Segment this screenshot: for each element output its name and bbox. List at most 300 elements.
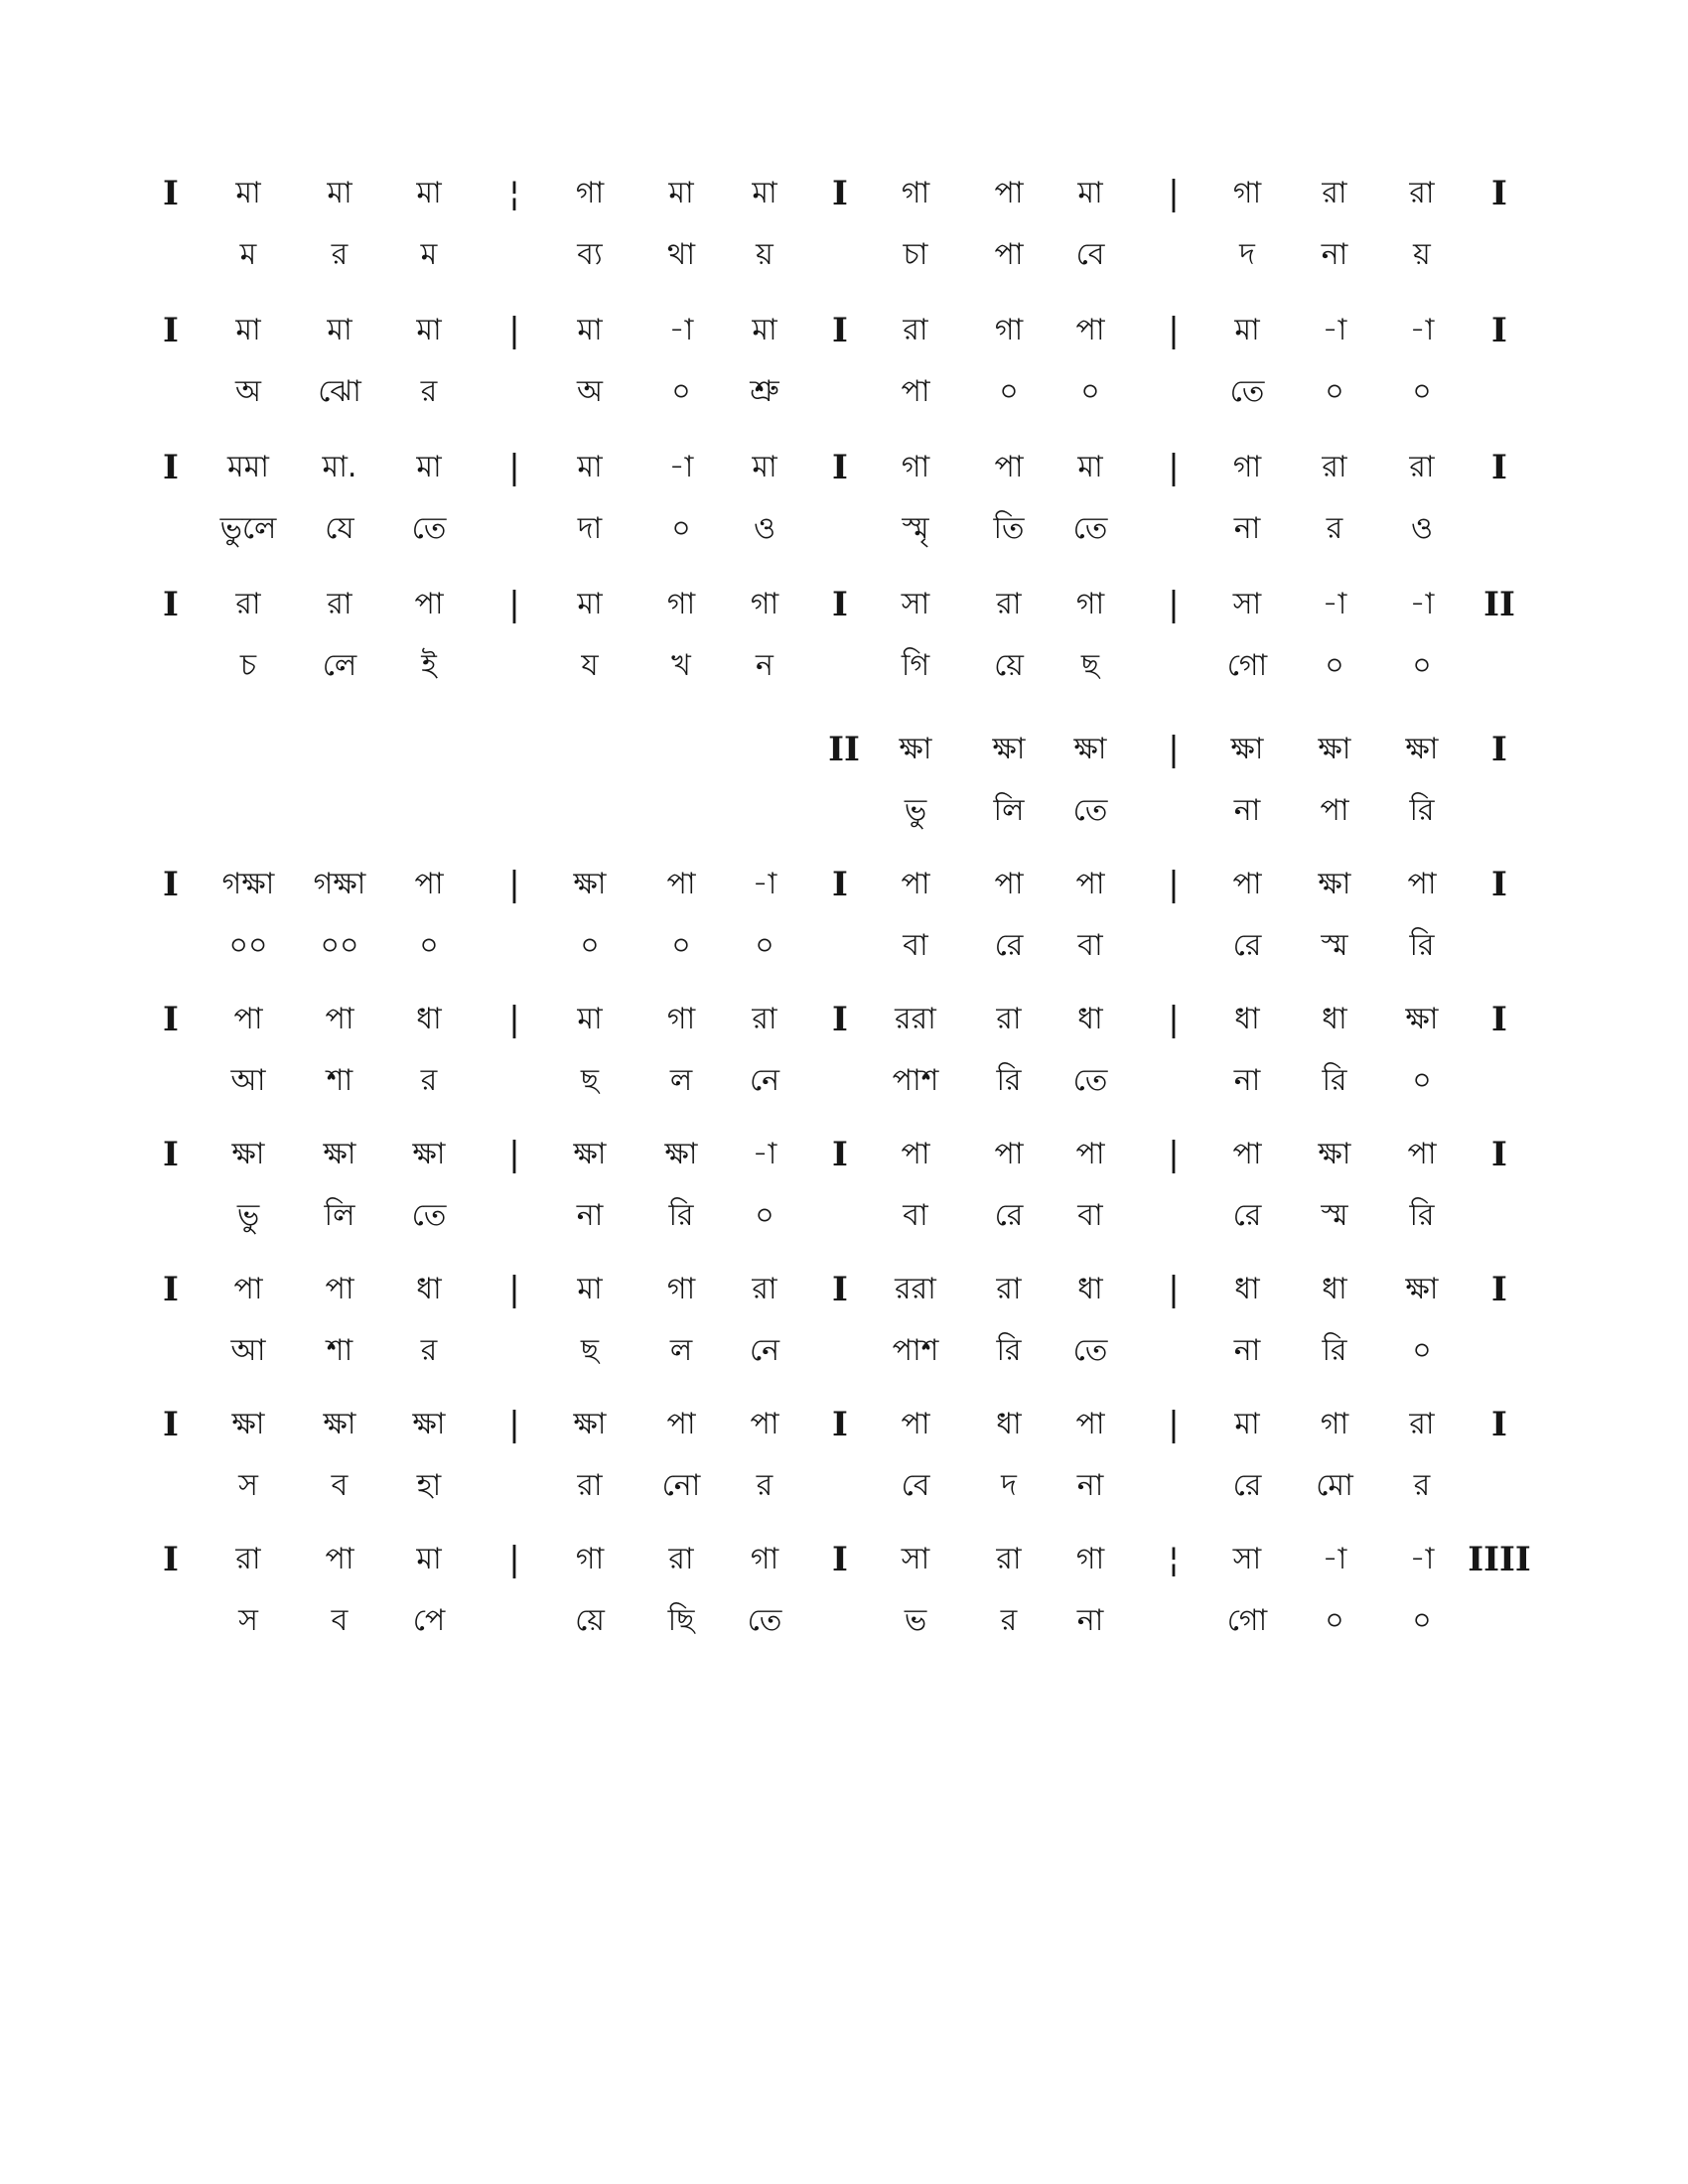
swara-note: পা [994,176,1024,210]
swara-note: রা [1409,450,1435,484]
beat-divider: | [1168,585,1180,624]
lyric-syllable: চ [239,648,257,683]
lyric-syllable: ভুলে [219,511,277,546]
beat-divider: | [508,448,520,487]
bar-line: I [163,448,179,487]
swara-note: পা [414,587,444,621]
lyric-syllable: স্মৃ [902,511,929,546]
swara-note: ক্ষা [573,867,607,901]
swara-note: পা [1075,867,1105,901]
lyric-syllable: র [420,374,438,409]
swara-note: গা [575,1542,605,1576]
swara-note: -া [1409,1542,1435,1576]
bar-line: I [1491,1000,1507,1039]
lyric-syllable: পা [1320,793,1349,828]
swara-note: পা [414,867,444,901]
swara-note: রা [996,1542,1022,1576]
bar-line: I [832,1000,848,1039]
swara-note: -া [1322,313,1347,347]
lyric-syllable: ০ [671,928,691,963]
lyric-syllable: বে [1075,237,1105,272]
lyric-syllable: ছি [667,1603,695,1638]
lyric-syllable: দা [577,511,603,546]
swara-note: রা [1322,176,1347,210]
swara-note: গা [1232,450,1262,484]
lyric-syllable: ঝো [318,374,361,409]
lyric-syllable: ০ [580,928,600,963]
lyric-syllable: গো [1226,648,1268,683]
swara-note: সা [901,587,930,621]
swara-note: মা [752,450,777,484]
bar-line: I [832,174,848,213]
swara-note: মা [416,313,442,347]
beat-divider: | [1168,311,1180,350]
lyric-syllable: র [1000,1603,1018,1638]
swara-note: ধা [416,1272,442,1306]
beat-divider: | [1168,865,1180,904]
lyric-syllable: ভ [904,1603,927,1638]
bar-line: I [163,1000,179,1039]
lyric-syllable: রি [668,1198,694,1233]
bar-line: II [1483,585,1515,624]
lyric-syllable: ০ [1412,1333,1432,1368]
swara-note: ক্ষা [1073,732,1107,766]
swara-note: গা [1232,176,1262,210]
lyric-syllable: রে [1232,1198,1262,1233]
swara-note: মা [416,176,442,210]
lyric-syllable: পে [412,1603,446,1638]
swara-note: রা [752,1272,777,1306]
swara-note: রা [752,1002,777,1036]
bar-line: I [1491,1135,1507,1174]
lyric-syllable: লে [322,648,357,683]
lyric-syllable: ব [331,1468,349,1503]
swara-note: ধা [1077,1272,1103,1306]
bar-line: II [828,730,860,769]
swara-note: ধা [416,1002,442,1036]
lyric-syllable: রে [1232,928,1262,963]
beat-divider: ¦ [1168,1540,1180,1579]
lyric-syllable: তে [1229,374,1265,409]
lyric-syllable: বা [903,928,928,963]
lyric-syllable: নে [749,1063,780,1098]
lyric-syllable: ল [669,1063,693,1098]
lyric-syllable: ভু [904,793,927,828]
notation-line-3 [0,448,1688,582]
lyric-syllable: অ [577,374,603,409]
swara-note: পা [233,1272,263,1306]
swara-note: -া [752,1137,777,1171]
swara-note: মা [327,313,352,347]
lyric-syllable: ম [420,237,438,272]
lyric-syllable: ০ [755,1198,774,1233]
swara-note: পা [994,450,1024,484]
swara-note: ররা [895,1272,936,1306]
swara-note: ক্ষা [992,732,1026,766]
bar-line: I [832,1270,848,1309]
lyric-syllable: ০০ [320,928,359,963]
swara-note: রা [668,1542,694,1576]
bar-line: I [163,311,179,350]
lyric-syllable: ন [756,648,774,683]
lyric-syllable: পাশ [892,1063,939,1098]
lyric-syllable: তে [1072,793,1108,828]
beat-divider: | [508,1000,520,1039]
lyric-syllable: ০ [1412,374,1432,409]
lyric-syllable: স্ম [1321,1198,1348,1233]
lyric-syllable: না [1321,237,1348,272]
bar-line: I [1491,174,1507,213]
beat-divider: | [508,1405,520,1444]
swara-note: পা [901,867,930,901]
lyric-syllable: র [420,1333,438,1368]
bar-line: I [163,1540,179,1579]
beat-divider: | [508,1540,520,1579]
lyric-syllable: স্ম [1321,928,1348,963]
swara-note: গা [994,313,1024,347]
swara-note: সা [1232,1542,1262,1576]
lyric-syllable: নো [661,1468,701,1503]
swara-note: পা [1407,867,1437,901]
swara-note: পা [1075,1137,1105,1171]
beat-divider: | [1168,1000,1180,1039]
lyric-syllable: রি [996,1333,1022,1368]
swara-note: -া [752,867,777,901]
lyric-syllable: র [1326,511,1343,546]
lyric-syllable: দ [1001,1468,1017,1503]
lyric-syllable: র [331,237,349,272]
lyric-syllable: তে [1072,1063,1108,1098]
swara-note: পা [1075,1407,1105,1441]
lyric-syllable: না [1233,1333,1261,1368]
lyric-syllable: রি [1322,1063,1347,1098]
swara-note: গা [901,176,930,210]
lyric-syllable: রি [1409,793,1435,828]
swara-note: সা [901,1542,930,1576]
beat-divider: | [508,585,520,624]
lyric-syllable: তে [1072,1333,1108,1368]
notation-line-9 [0,1270,1688,1404]
swara-note: ক্ষা [1318,732,1351,766]
swara-note: মা [235,313,261,347]
swara-note: পা [233,1002,263,1036]
lyric-syllable: আ [230,1063,266,1098]
swara-note: রা [235,587,261,621]
swara-note: -া [1322,1542,1347,1576]
bar-line: I [163,1135,179,1174]
lyric-syllable: অ [235,374,261,409]
bar-line: I [832,311,848,350]
swara-note: রা [1322,450,1347,484]
swara-note: পা [750,1407,779,1441]
swara-note: গা [666,1002,696,1036]
lyric-syllable: আ [230,1333,266,1368]
notation-line-6 [0,865,1688,999]
lyric-syllable: ০ [1412,1603,1432,1638]
lyric-syllable: রা [577,1468,603,1503]
lyric-syllable: ০ [1412,648,1432,683]
swara-note: ধা [1234,1002,1260,1036]
swara-note: মা [577,587,603,621]
swara-note: রা [996,1002,1022,1036]
lyric-syllable: ০ [755,928,774,963]
swara-note: গা [1075,587,1105,621]
swara-note: মা [1077,450,1103,484]
swara-note: রা [1409,176,1435,210]
notation-line-2 [0,311,1688,445]
lyric-syllable: গো [1226,1603,1268,1638]
swara-note: মা [416,1542,442,1576]
swara-note: গা [750,1542,779,1576]
lyric-syllable: তে [411,1198,447,1233]
swara-note: পা [901,1137,930,1171]
swara-note: ধা [1234,1272,1260,1306]
swara-note: ধা [1322,1272,1347,1306]
swara-note: মা [1077,176,1103,210]
swara-note: পা [1232,1137,1262,1171]
lyric-syllable: ০ [671,511,691,546]
lyric-syllable: তে [747,1603,782,1638]
beat-divider: | [508,1270,520,1309]
lyric-syllable: ল [669,1333,693,1368]
lyric-syllable: চা [903,237,928,272]
bar-line: I [1491,448,1507,487]
swara-note: মা [577,1272,603,1306]
swara-note: পা [1407,1137,1437,1171]
lyric-syllable: রি [1409,1198,1435,1233]
swara-note: মা [235,176,261,210]
swara-note: মমা [226,450,269,484]
swara-note: পা [1232,867,1262,901]
lyric-syllable: নে [749,1333,780,1368]
lyric-syllable: ভু [236,1198,260,1233]
lyric-syllable: দ [1239,237,1255,272]
swara-note: পা [666,1407,696,1441]
lyric-syllable: ছ [580,1063,600,1098]
lyric-syllable: শা [326,1063,353,1098]
notation-line-4 [0,585,1688,719]
beat-divider: | [508,1135,520,1174]
swara-note: ক্ষা [231,1137,265,1171]
notation-line-10 [0,1405,1688,1539]
bar-line: I [832,1405,848,1444]
swara-note: গক্ষা [221,867,275,901]
lyric-syllable: বা [903,1198,928,1233]
lyric-syllable: র [756,1468,774,1503]
lyric-syllable: পা [901,374,930,409]
swara-note: মা [577,1002,603,1036]
swara-note: ক্ষা [664,1137,698,1171]
swara-note: গা [1320,1407,1349,1441]
lyric-syllable: থা [666,237,696,272]
lyric-syllable: য়ে [994,648,1024,683]
bar-line: I [163,1270,179,1309]
lyric-syllable: শা [326,1333,353,1368]
swara-note: -া [1409,587,1435,621]
lyric-syllable: স [238,1468,258,1503]
lyric-syllable: না [1233,793,1261,828]
swara-note: ক্ষা [231,1407,265,1441]
swara-note: -া [668,450,694,484]
lyric-syllable: ০০ [228,928,268,963]
swara-note: ক্ষা [1318,1137,1351,1171]
swara-note: গা [1075,1542,1105,1576]
swara-note: ক্ষা [573,1137,607,1171]
lyric-syllable: ০ [1080,374,1100,409]
lyric-syllable: ০ [1325,374,1344,409]
swara-note: মা [752,313,777,347]
notation-line-5 [0,730,1688,864]
lyric-syllable: রি [996,1063,1022,1098]
lyric-syllable: ০ [1325,648,1344,683]
swara-note: পা [325,1542,354,1576]
lyric-syllable: তে [411,511,447,546]
beat-divider: | [1168,730,1180,769]
lyric-syllable: বা [1077,1198,1103,1233]
lyric-syllable: তে [1072,511,1108,546]
swara-note: ধা [1077,1002,1103,1036]
swara-note: ক্ষা [412,1137,446,1171]
swara-note: গা [901,450,930,484]
swara-note: -া [668,313,694,347]
lyric-syllable: ০ [1412,1063,1432,1098]
bar-line: I [832,865,848,904]
swara-note: ক্ষা [412,1407,446,1441]
swara-note: ক্ষা [323,1137,356,1171]
bar-line: IIII [1468,1540,1531,1579]
lyric-syllable: ছ [580,1333,600,1368]
swara-note: পা [994,867,1024,901]
bar-line: I [832,1540,848,1579]
swara-note: পা [325,1002,354,1036]
lyric-syllable: রে [1232,1468,1262,1503]
swara-note: মা [416,450,442,484]
notation-line-7 [0,1000,1688,1134]
swara-note: পা [325,1272,354,1306]
swara-note: পা [994,1137,1024,1171]
lyric-syllable: শ্রু [750,374,779,409]
lyric-syllable: র [420,1063,438,1098]
beat-divider: ¦ [508,174,520,213]
swara-note: ররা [895,1002,936,1036]
lyric-syllable: য [581,648,599,683]
swara-note: গা [666,1272,696,1306]
lyric-syllable: য় [1413,237,1431,272]
lyric-syllable: ০ [671,374,691,409]
swara-note: মা [577,313,603,347]
swara-note: মা [1234,1407,1260,1441]
beat-divider: | [508,311,520,350]
bar-line: I [163,585,179,624]
lyric-syllable: য় [756,237,774,272]
lyric-syllable: পাশ [892,1333,939,1368]
beat-divider: | [1168,1405,1180,1444]
bar-line: I [1491,1270,1507,1309]
bar-line: I [1491,865,1507,904]
swara-note: মা [327,176,352,210]
swara-note: মা. [322,450,357,484]
lyric-syllable: রে [994,1198,1024,1233]
lyric-syllable: ও [1410,511,1434,546]
lyric-syllable: রে [994,928,1024,963]
beat-divider: | [1168,1135,1180,1174]
lyric-syllable: ছ [1080,648,1100,683]
swara-note: ধা [1322,1002,1347,1036]
bar-line: I [163,1405,179,1444]
swara-note: পা [666,867,696,901]
bar-line: I [1491,311,1507,350]
lyric-syllable: গি [901,648,930,683]
swara-note: রা [903,313,928,347]
swara-note: ক্ষা [573,1407,607,1441]
swara-note: সা [1232,587,1262,621]
swara-note: পা [901,1407,930,1441]
beat-divider: | [1168,1270,1180,1309]
lyric-syllable: লি [993,793,1025,828]
lyric-syllable: না [576,1198,604,1233]
swara-note: গা [750,587,779,621]
swara-note: ক্ষা [1405,1272,1439,1306]
lyric-syllable: ব [331,1603,349,1638]
lyric-syllable: রি [1322,1333,1347,1368]
beat-divider: | [1168,448,1180,487]
lyric-syllable: ০ [999,374,1019,409]
bar-line: I [832,448,848,487]
lyric-syllable: ব্য [577,237,603,272]
bar-line: I [1491,1405,1507,1444]
notation-line-11 [0,1540,1688,1674]
swara-note: মা [752,176,777,210]
lyric-syllable: হা [416,1468,442,1503]
lyric-syllable: ও [753,511,776,546]
notation-line-8 [0,1135,1688,1269]
swara-note: রা [1409,1407,1435,1441]
swara-note: -া [1322,587,1347,621]
swara-note: মা [668,176,694,210]
lyric-syllable: র [1413,1468,1431,1503]
swara-note: মা [577,450,603,484]
swara-note: ধা [996,1407,1022,1441]
lyric-syllable: বে [901,1468,930,1503]
lyric-syllable: য়ে [575,1603,605,1638]
lyric-syllable: যে [325,511,354,546]
lyric-syllable: না [1233,511,1261,546]
bar-line: I [163,865,179,904]
swara-note: ক্ষা [1318,867,1351,901]
bar-line: I [832,1135,848,1174]
lyric-syllable: স [238,1603,258,1638]
swara-note: পা [1075,313,1105,347]
bar-line: I [832,585,848,624]
swara-note: গা [666,587,696,621]
swara-note: -া [1409,313,1435,347]
lyric-syllable: লি [324,1198,355,1233]
swara-note: ক্ষা [1230,732,1264,766]
swara-note: গা [575,176,605,210]
lyric-syllable: বা [1077,928,1103,963]
lyric-syllable: খ [671,648,691,683]
beat-divider: | [1168,174,1180,213]
bar-line: I [163,174,179,213]
lyric-syllable: পা [994,237,1024,272]
lyric-syllable: না [1076,1468,1104,1503]
lyric-syllable: না [1076,1603,1104,1638]
lyric-syllable: না [1233,1063,1261,1098]
lyric-syllable: ই [421,648,437,683]
lyric-syllable: ০ [419,928,439,963]
swara-note: মা [1234,313,1260,347]
swara-note: ক্ষা [1405,732,1439,766]
